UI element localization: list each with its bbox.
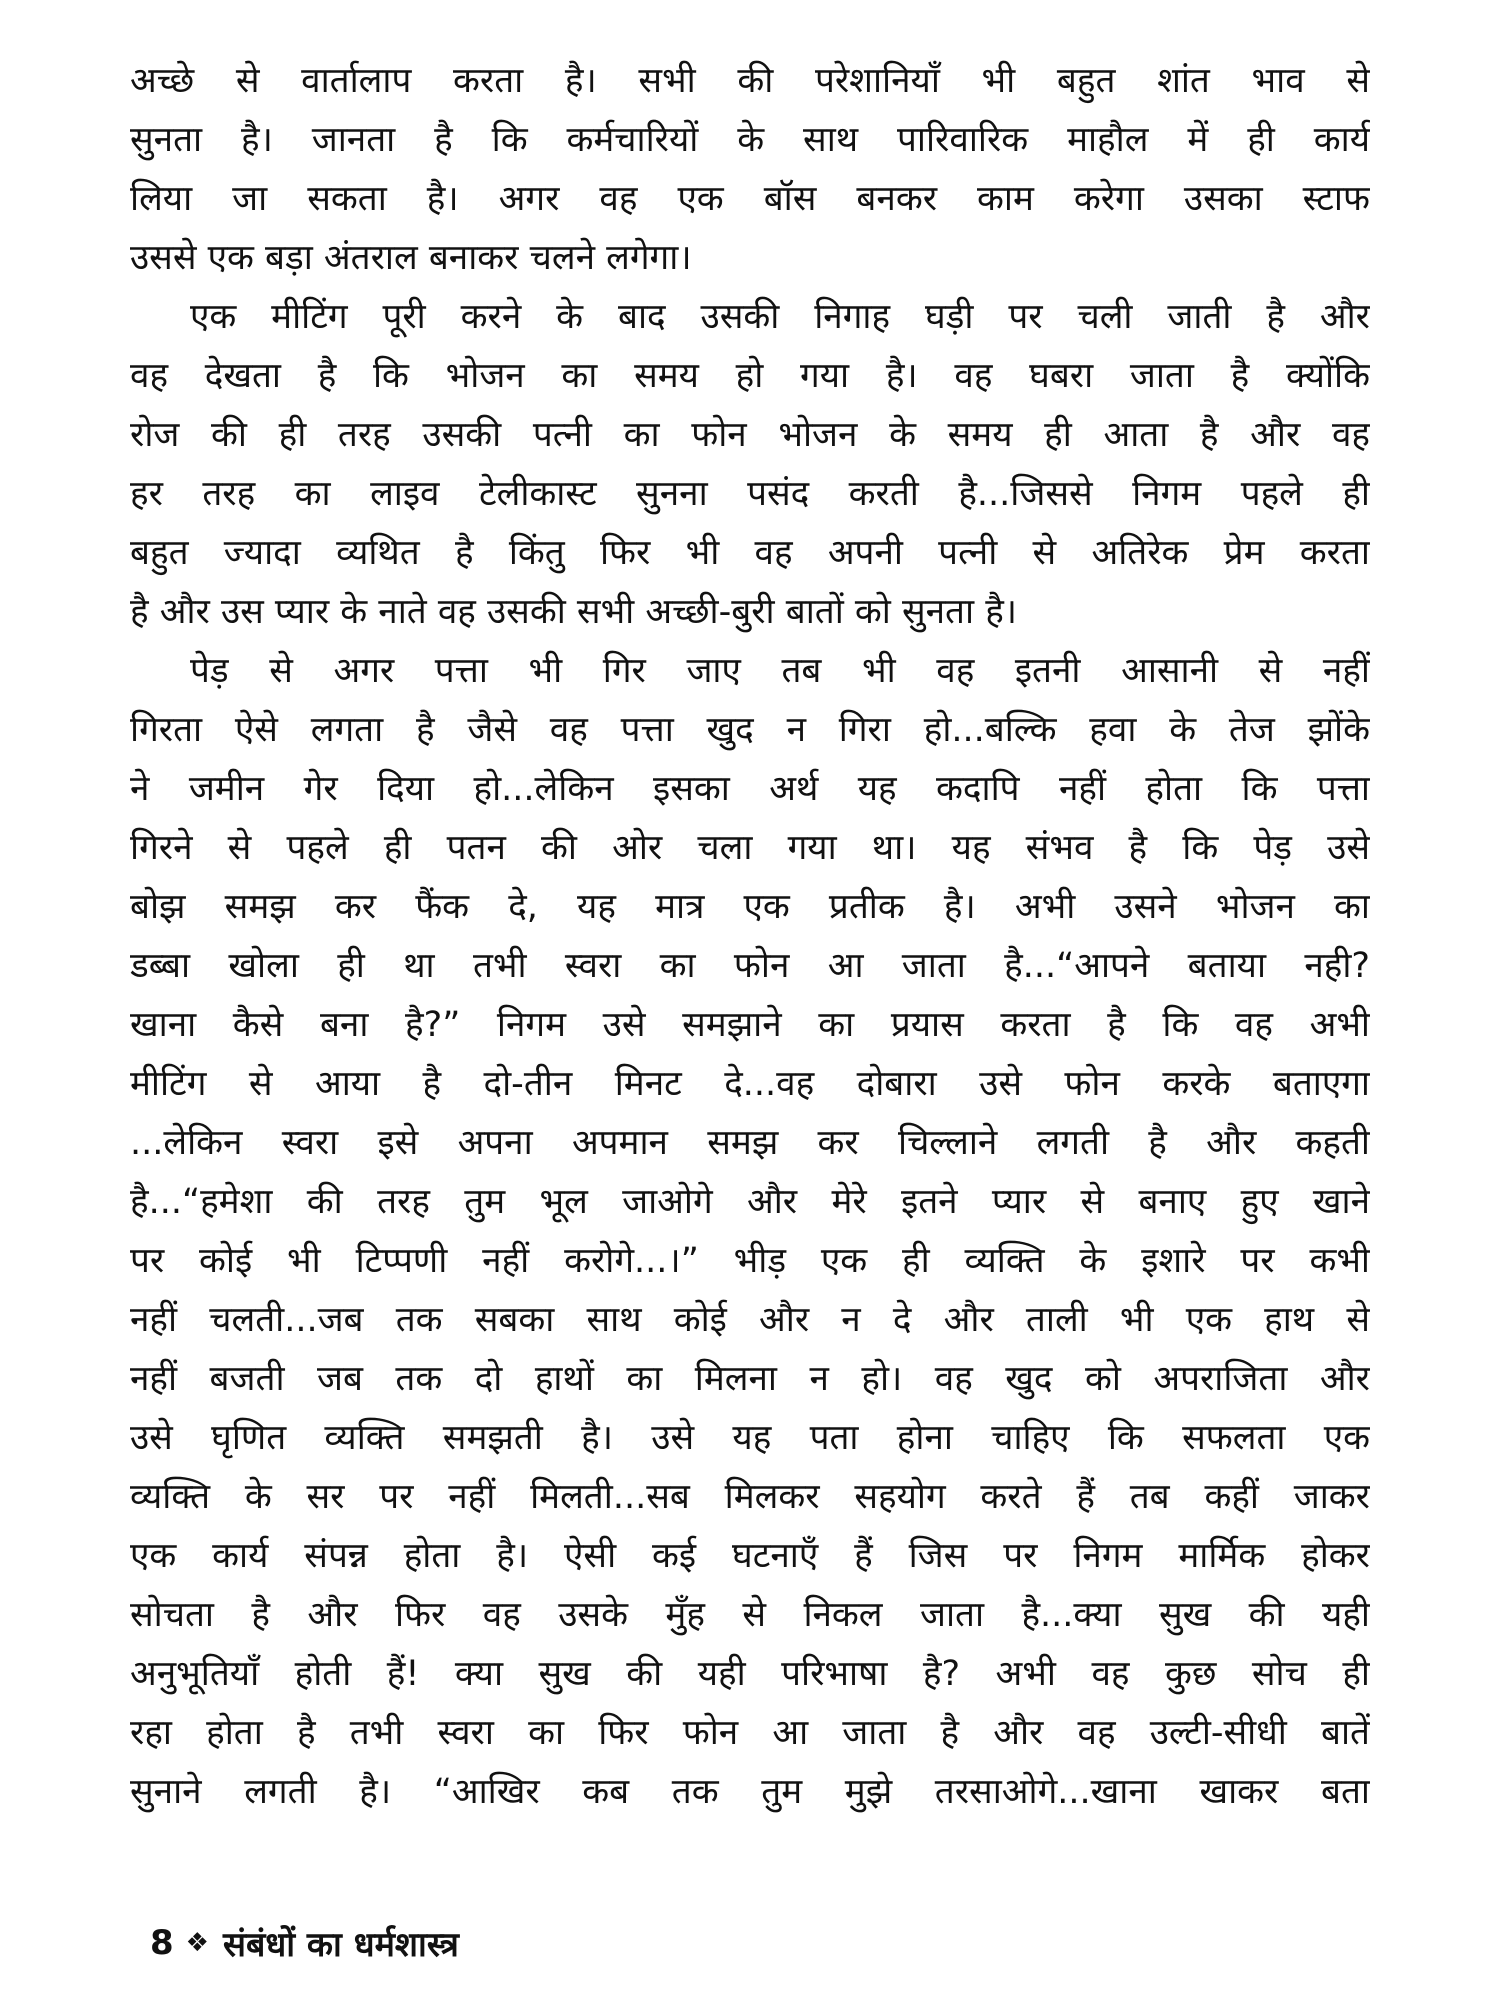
text-line: सोचता है और फिर वह उसके मुँह से निकल जाता है...क्या सुख की यही [130,1595,1370,1635]
text-line: नहीं बजती जब तक दो हाथों का मिलना न हो। वह खुद को अपराजिता और [130,1359,1370,1399]
page-footer [150,1918,459,1968]
text-line: ने जमीन गेर दिया हो...लेकिन इसका अर्थ यह कदापि नहीं होता कि पत्ता [130,769,1370,809]
text-line: बहुत ज्यादा व्यथित है किंतु फिर भी वह अपनी पत्नी से अतिरेक प्रेम करता [130,533,1370,573]
book-title: संबंधों का धर्मशास्त्र [222,1925,459,1965]
text-line: मीटिंग से आया है दो-तीन मिनट दे...वह दोबारा उसे फोन करके बताएगा [130,1064,1370,1104]
text-line: बोझ समझ कर फैंक दे, यह मात्र एक प्रतीक है। अभी उसने भोजन का [130,887,1370,927]
text-line: डब्बा खोला ही था तभी स्वरा का फोन आ जाता है...“आपने बताया नही? [130,946,1370,986]
text-line: गिरता ऐसे लगता है जैसे वह पत्ता खुद न गिरा हो...बल्कि हवा के तेज झोंके [130,710,1370,750]
paragraph-first-line: पेड़ से अगर पत्ता भी गिर जाए तब भी वह इतनी आसानी से नहीं [190,651,1370,691]
text-line: खाना कैसे बना है?” निगम उसे समझाने का प्रयास करता है कि वह अभी [130,1005,1370,1045]
text-line: सुनाने लगती है। “आखिर कब तक तुम मुझे तरसाओगे...खाना खाकर बता [130,1772,1370,1812]
text-line: उसे घृणित व्यक्ति समझती है। उसे यह पता होना चाहिए कि सफलता एक [130,1418,1370,1458]
text-line: रोज की ही तरह उसकी पत्नी का फोन भोजन के समय ही आता है और वह [130,415,1370,455]
text-line: है और उस प्यार के नाते वह उसकी सभी अच्छी-बुरी बातों को सुनता है। [130,592,1018,632]
text-line: ...लेकिन स्वरा इसे अपना अपमान समझ कर चिल्लाने लगती है और कहती [130,1123,1370,1163]
page-number: 8 [150,1923,174,1963]
text-line: है...“हमेशा की तरह तुम भूल जाओगे और मेरे इतने प्यार से बनाए हुए खाने [130,1182,1370,1222]
text-line: लिया जा सकता है। अगर वह एक बॉस बनकर काम करेगा उसका स्टाफ [130,179,1370,219]
text-line: अनुभूतियाँ होती हैं! क्या सुख की यही परिभाषा है? अभी वह कुछ सोच ही [130,1654,1370,1694]
text-line: रहा होता है तभी स्वरा का फिर फोन आ जाता है और वह उल्टी-सीधी बातें [130,1713,1370,1753]
diamond-ornament-icon: ❖ [185,1928,209,1958]
text-line: सुनता है। जानता है कि कर्मचारियों के साथ पारिवारिक माहौल में ही कार्य [130,120,1370,160]
text-line: वह देखता है कि भोजन का समय हो गया है। वह घबरा जाता है क्योंकि [130,356,1370,396]
text-line: व्यक्ति के सर पर नहीं मिलती...सब मिलकर सहयोग करते हैं तब कहीं जाकर [130,1477,1370,1517]
text-line: अच्छे से वार्तालाप करता है। सभी की परेशानियाँ भी बहुत शांत भाव से [130,61,1370,101]
text-line: उससे एक बड़ा अंतराल बनाकर चलने लगेगा। [130,238,692,278]
text-line: गिरने से पहले ही पतन की ओर चला गया था। यह संभव है कि पेड़ उसे [130,828,1370,868]
body-text [130,52,1370,1822]
text-line: हर तरह का लाइव टेलीकास्ट सुनना पसंद करती है...जिससे निगम पहले ही [130,474,1370,514]
text-line: पर कोई भी टिप्पणी नहीं करोगे...।” भीड़ एक ही व्यक्ति के इशारे पर कभी [130,1241,1370,1281]
paragraph-first-line: एक मीटिंग पूरी करने के बाद उसकी निगाह घड़ी पर चली जाती है और [190,297,1370,337]
text-line: नहीं चलती...जब तक सबका साथ कोई और न दे और ताली भी एक हाथ से [130,1300,1370,1340]
text-line: एक कार्य संपन्न होता है। ऐसी कई घटनाएँ हैं जिस पर निगम मार्मिक होकर [130,1536,1370,1576]
